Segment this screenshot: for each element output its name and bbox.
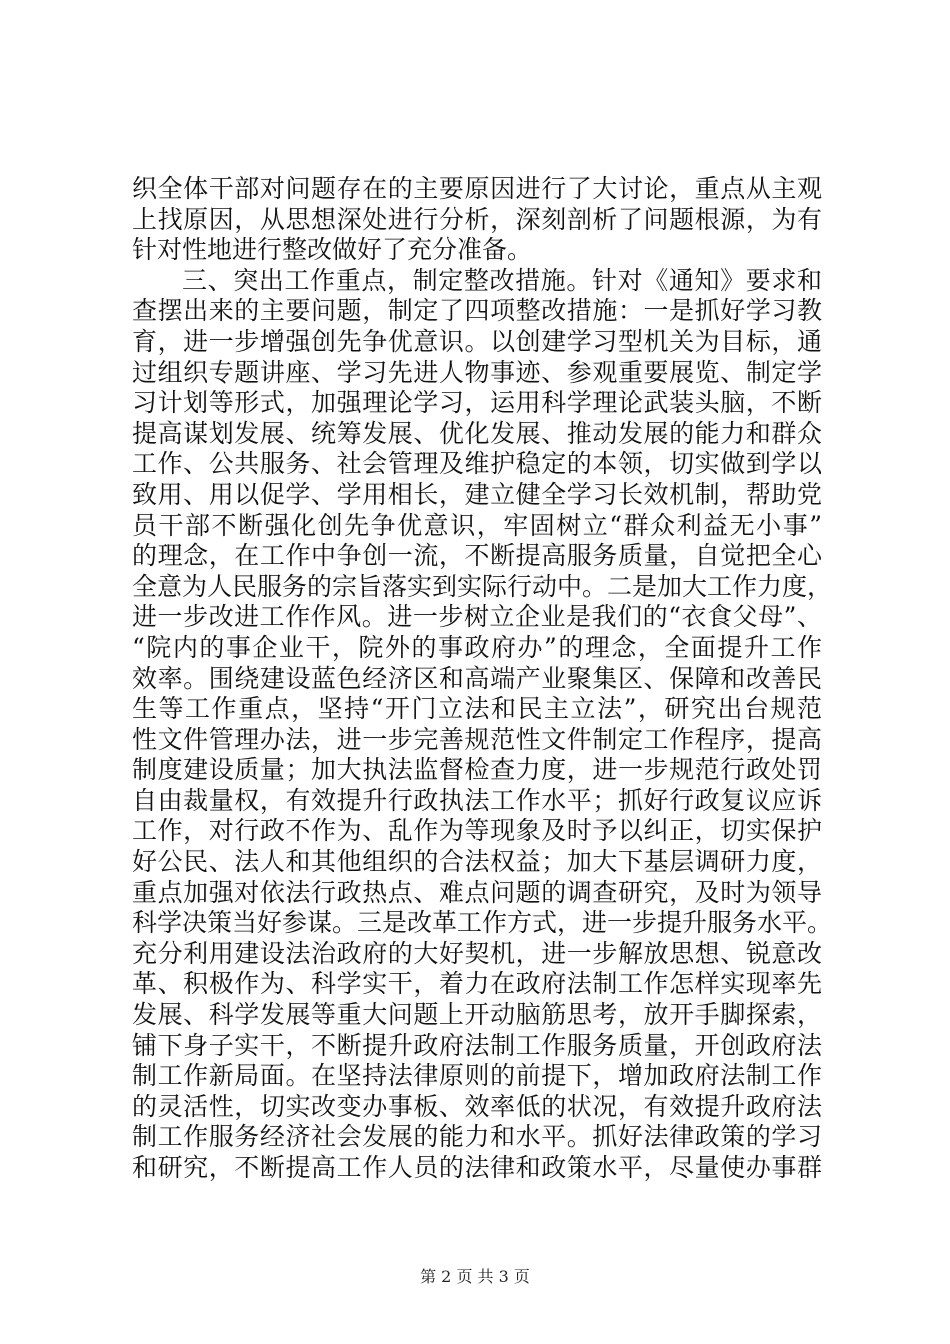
text-line: 过组织专题讲座、学习先进人物事迹、参观重要展览、制定学 [132,357,822,387]
text-line: 工作、公共服务、社会管理及维护稳定的本领，切实做到学以 [132,449,822,479]
text-line: 重点加强对依法行政热点、难点问题的调查研究，及时为领导 [132,877,822,907]
text-line: 提高谋划发展、统筹发展、优化发展、推动发展的能力和群众 [132,418,822,448]
text-line: “院内的事企业干，院外的事政府办”的理念，全面提升工作 [132,632,822,662]
text-line: 好公民、法人和其他组织的合法权益；加大下基层调研力度， [132,847,822,877]
text-line: 员干部不断强化创先争优意识，牢固树立“群众利益无小事” [132,510,822,540]
text-line: 铺下身子实干，不断提升政府法制工作服务质量，开创政府法 [132,1030,822,1060]
text-line: 科学决策当好参谋。三是改革工作方式，进一步提升服务水平。 [132,908,833,938]
text-line: 三、突出工作重点，制定整改措施。针对《通知》要求和 [182,265,822,295]
text-line: 针对性地进行整改做好了充分准备。 [132,235,533,265]
page-footer: 第 2 页 共 3 页 [420,1267,530,1286]
text-line: 查摆出来的主要问题，制定了四项整改措施：一是抓好学习教 [132,296,822,326]
text-line: 效率。围绕建设蓝色经济区和高端产业聚集区、保障和改善民 [132,663,822,693]
text-line: 习计划等形式，加强理论学习，运用科学理论武装头脑，不断 [132,388,822,418]
text-line: 生等工作重点，坚持“开门立法和民主立法”，研究出台规范 [132,694,822,724]
text-line: 制工作新局面。在坚持法律原则的前提下，增加政府法制工作 [132,1061,822,1091]
text-line: 育，进一步增强创先争优意识。以创建学习型机关为目标，通 [132,326,822,356]
text-line: 工作，对行政不作为、乱作为等现象及时予以纠正，切实保护 [132,816,822,846]
text-line: 充分利用建设法治政府的大好契机，进一步解放思想、锐意改 [132,938,822,968]
text-line: 全意为人民服务的宗旨落实到实际行动中。二是加大工作力度， [132,571,833,601]
text-line: 和研究，不断提高工作人员的法律和政策水平，尽量使办事群 [132,1153,822,1182]
text-line: 进一步改进工作作风。进一步树立企业是我们的“衣食父母”、 [132,602,822,632]
text-line: 制度建设质量；加大执法监督检查力度，进一步规范行政处罚 [132,755,822,785]
text-line: 致用、用以促学、学用相长，建立健全学习长效机制，帮助党 [132,479,822,509]
text-line: 织全体干部对问题存在的主要原因进行了大讨论，重点从主观 [132,174,822,203]
text-line: 发展、科学发展等重大问题上开动脑筋思考，放开手脚探索， [132,1000,822,1030]
text-line: 革、积极作为、科学实干，着力在政府法制工作怎样实现率先 [132,969,822,999]
body-text [132,174,833,1184]
text-line: 上找原因，从思想深处进行分析，深刻剖析了问题根源，为有 [132,204,822,234]
text-line: 的理念，在工作中争创一流，不断提高服务质量，自觉把全心 [132,541,822,571]
text-line: 性文件管理办法，进一步完善规范性文件制定工作程序，提高 [132,724,822,754]
text-line: 的灵活性，切实改变办事板、效率低的状况，有效提升政府法 [132,1091,822,1121]
text-line: 制工作服务经济社会发展的能力和水平。抓好法律政策的学习 [132,1122,822,1152]
text-line: 自由裁量权，有效提升行政执法工作水平；抓好行政复议应诉 [132,785,822,815]
